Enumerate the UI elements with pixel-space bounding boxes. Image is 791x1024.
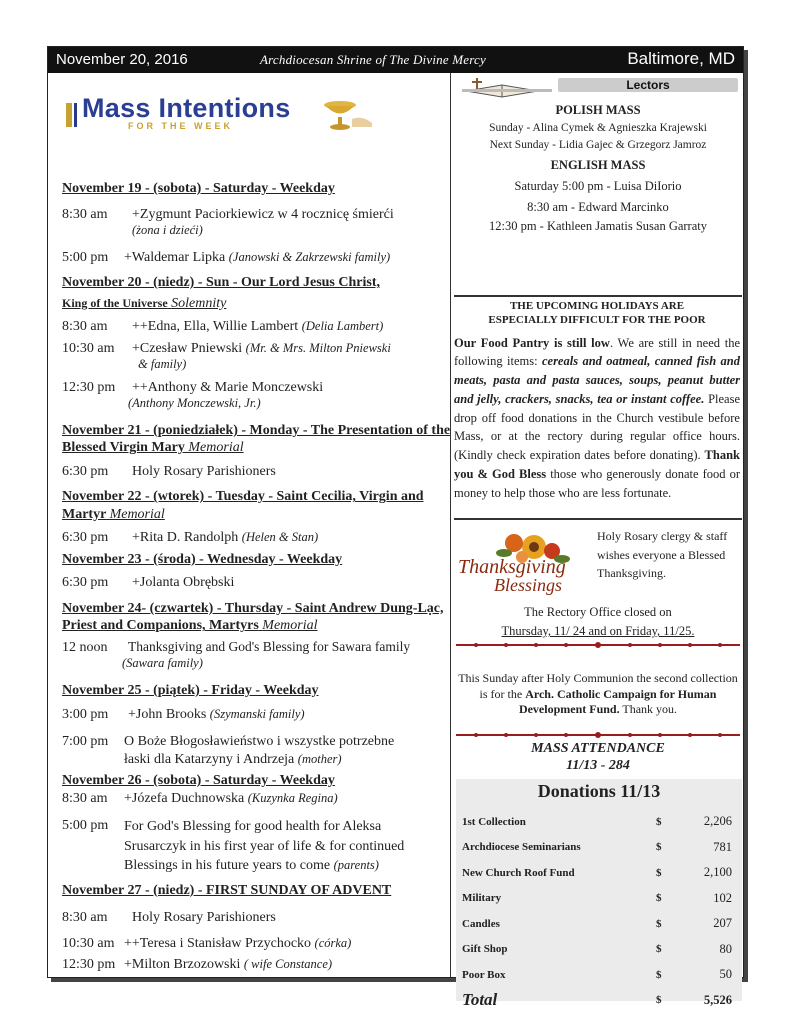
thanksgiving-flowers-image [456,529,586,597]
intention-entry [62,318,452,336]
intention-time: 6:30 pm [62,463,109,479]
intention-time: 6:30 pm [62,575,109,591]
intention-text: +Czesław Pniewski [132,340,243,356]
intention-text: +Waldemar Lipka [124,249,226,265]
english-830-lector: 8:30 am - Edward Marcinko [527,199,669,214]
lectors-section [454,99,742,235]
day-heading: November 22 - (wtorek) - Tuesday - Saint Cecilia, Virgin and Martyr Memorial [62,489,424,522]
intention-time: 8:30 am [62,790,108,806]
donation-row [462,962,732,988]
intention-text: For God's Blessing for good health for Aleksa Srusarczyk in his first year of life & for continued Blessings in his future years to come [124,819,405,874]
intention-time: 12 noon [62,639,108,655]
donation-amount: 2,206 [703,814,732,829]
section-divider [454,518,742,520]
intention-time: 5:00 pm [62,818,109,833]
intention-entry [62,463,452,481]
donation-label: Gift Shop [462,943,508,956]
intention-entry [62,733,452,768]
intention-time: 10:30 am [62,935,115,951]
intention-time: 7:00 pm [62,734,109,749]
donation-currency: $ [656,892,662,905]
attendance-title: MASS ATTENDANCE [531,741,665,756]
intention-entry [62,639,452,657]
intention-time: 8:30 am [62,910,108,926]
donation-amount: 80 [719,941,732,956]
day-heading: November 26 - (sobota) - Saturday - Weekday [62,773,335,788]
donation-currency: $ [656,943,662,956]
donation-total-label: Total [462,990,498,1010]
intention-entry [62,935,452,953]
intention-entry [62,956,452,974]
donation-currency: $ [656,815,662,828]
intention-text: O Boże Błogosławieństwo i wszystke potrzebne łaski dla Katarzyny i Andrzeja [124,734,395,767]
lectors-banner [458,77,742,101]
donation-label: Military [462,892,502,905]
donation-row [462,835,732,861]
intention-text: Thanksgiving and God's Blessing for Sawara family [128,638,411,654]
intention-entry [62,790,452,808]
mass-intentions-subtitle: FOR THE WEEK [128,121,233,131]
lectors-title: Lectors [558,78,738,92]
section-divider [454,295,742,297]
donation-total-currency: $ [656,994,662,1007]
intention-note: (córka) [314,935,352,950]
intention-time: 6:30 pm [62,530,109,546]
intention-time: 8:30 am [62,206,108,222]
donation-currency: $ [656,841,662,854]
open-book-icon [462,77,552,99]
decorative-border [456,641,740,649]
donation-row [462,809,732,835]
english-mass-heading: ENGLISH MASS [550,158,646,173]
header-date: November 20, 2016 [56,51,188,68]
donation-amount: 102 [713,890,732,905]
intention-text: ++Edna, Ella, Willie Lambert [132,319,299,335]
intention-note: & family) [138,357,187,372]
intention-note: (Anthony Monczewski, Jr.) [128,396,261,411]
intention-entry [62,817,452,876]
donation-currency: $ [656,866,662,879]
intention-entry [62,706,452,724]
mass-intentions-title: Mass Intentions [82,93,291,123]
intention-entry [62,379,452,397]
intention-note: (Szymanski family) [209,706,305,721]
intention-entry [62,909,452,927]
intentions-list [62,177,452,974]
polish-sunday-lectors: Sunday - Alina Cymek & Agnieszka Krajewski [489,121,707,134]
chalice-icon [322,97,372,133]
intention-note: (mother) [297,751,342,766]
donation-currency: $ [656,917,662,930]
intention-text: +John Brooks [128,706,207,722]
donation-total-amount: 5,526 [703,992,732,1007]
svg-text:Thanksgiving: Thanksgiving [458,556,566,578]
donation-amount: 207 [713,916,732,931]
liturgical-rank: Memorial [109,506,165,522]
intention-text: Holy Rosary Parishioners [132,463,276,479]
donation-label: Candles [462,917,500,930]
intention-note: (Janowski & Zakrzewski family) [228,249,391,264]
second-collection-notice: This Sunday after Holy Communion the second collection is for the Arch. Catholic Campaign for Human Development Fund. Thank you. [458,671,738,717]
intention-text: Holy Rosary Parishioners [132,910,276,926]
food-pantry-text: Our Food Pantry is still low. We are still in need the following items: cereals and oatmeal, canned fish and meats, pasta and pasta sauces, soups, peanut butter and jelly, crackers, snacks, tea or instant coffee. Please drop off food donations in the Church vestibule before Mass, or at the rectory during regular office hours. (Kindly check expiration dates before donating). Thank you & God Bless those who generously donate food or money to help those who are less fortunate. [454,335,740,500]
intention-entry [62,206,452,224]
intention-note: (parents) [333,858,379,873]
day-heading: November 27 - (niedz) - FIRST SUNDAY OF ADVENT [62,882,392,898]
mass-intentions-logo [66,93,366,133]
donation-row [462,937,732,963]
intention-note: ( wife Constance) [243,957,333,972]
thanksgiving-message: Holy Rosary clergy & staff wishes everyone a Blessed Thanksgiving. [597,529,728,581]
bulletin-page [47,46,744,1010]
english-sat-lector: Saturday 5:00 pm - Luisa DiIorio [514,179,682,193]
donation-row [462,886,732,912]
header-bar [48,47,743,73]
donations-box [456,779,742,1010]
mass-attendance [454,741,742,775]
intention-text: ++Anthony & Marie Monczewski [132,379,324,395]
liturgical-rank: Solemnity [171,295,227,311]
day-heading: November 20 - (niedz) - Sun - Our Lord Jesus Christ, [62,275,380,291]
day-heading: November 24- (czwartek) - Thursday - Saint Andrew Dung-Lạc, Priest and Companions, Martyrs Memorial [62,600,444,634]
donations-title: Donations 11/13 [537,781,661,801]
donation-amount: 781 [713,839,732,854]
intention-time: 3:00 pm [62,706,109,722]
intention-text: ++Teresa i Stanisław Przychocko [124,935,312,951]
intention-time: 5:00 pm [62,249,109,265]
donation-label: Archdiocese Seminarians [462,841,581,854]
column-divider [450,73,451,977]
donation-currency: $ [656,968,662,981]
header-shrine: Archdiocesan Shrine of The Divine Mercy [260,52,486,67]
decorative-border [456,731,740,739]
intention-text: +Józefa Duchnowska [124,790,245,806]
donations-table [462,809,732,1013]
intention-note: (Delia Lambert) [301,319,384,334]
intention-text: +Jolanta Obrębski [132,575,235,591]
attendance-value: 11/13 - 284 [566,757,630,773]
polish-mass-heading: POLISH MASS [555,103,641,117]
day-heading: November 19 - (sobota) - Saturday - Weekday [62,181,335,196]
intention-entry [62,529,452,547]
donation-label: New Church Roof Fund [462,866,575,879]
liturgical-rank: Memorial [188,440,244,456]
day-heading: November 23 - (środa) - Wednesday - Weekday [62,551,343,567]
donation-amount: 50 [719,967,732,982]
intention-text: +Zygmunt Paciorkiewicz w 4 rocznicę śmierći [132,206,394,222]
intention-note: (Sawara family) [122,656,203,671]
donation-row [462,860,732,886]
intention-entry [62,340,452,358]
rectory-closed-notice: The Rectory Office closed on Thursday, 11/ 24 and on Friday, 11/25. [501,605,695,639]
intention-note: (Kuzynka Regina) [247,790,338,805]
english-1230-lectors: 12:30 pm - Kathleen Jamatis Susan Garraty [488,218,707,233]
day-heading-cont: King of the Universe Solemnity [62,295,227,311]
intention-note: (Mr. & Mrs. Milton Pniewski [245,340,391,355]
intention-time: 12:30 pm [62,957,116,973]
intention-note: (żona i dzieći) [132,223,203,237]
thanksgiving-section [454,523,742,653]
day-heading: November 21 - (poniedziałek) - Monday - The Presentation of the Blessed Virgin Mary Memorial [62,422,451,456]
intention-text: +Rita D. Randolph [132,530,239,546]
holidays-heading-2: ESPECIALLY DIFFICULT FOR THE POOR [488,314,706,327]
intention-entry [62,574,452,592]
intention-time: 10:30 am [62,340,115,356]
food-pantry-section [454,299,740,502]
donation-amount: 2,100 [703,865,732,880]
intention-time: 8:30 am [62,319,108,335]
donation-label: 1st Collection [462,815,526,828]
polish-next-lectors: Next Sunday - Lidia Gajec & Grzegorz Jamroz [489,139,707,151]
day-heading: November 25 - (piątek) - Friday - Weekday [62,683,319,698]
svg-text:Blessings: Blessings [494,575,563,595]
donation-total-row [462,988,732,1014]
header-city: Baltimore, MD [627,49,735,68]
intention-note: (Helen & Stan) [241,530,319,545]
intention-text: +Milton Brzozowski [124,957,241,973]
intention-time: 12:30 pm [62,379,116,395]
holidays-heading-1: THE UPCOMING HOLIDAYS ARE [509,300,685,312]
intention-entry [62,249,452,267]
donation-row [462,911,732,937]
donation-label: Poor Box [462,968,506,981]
liturgical-rank: Memorial [262,618,318,634]
